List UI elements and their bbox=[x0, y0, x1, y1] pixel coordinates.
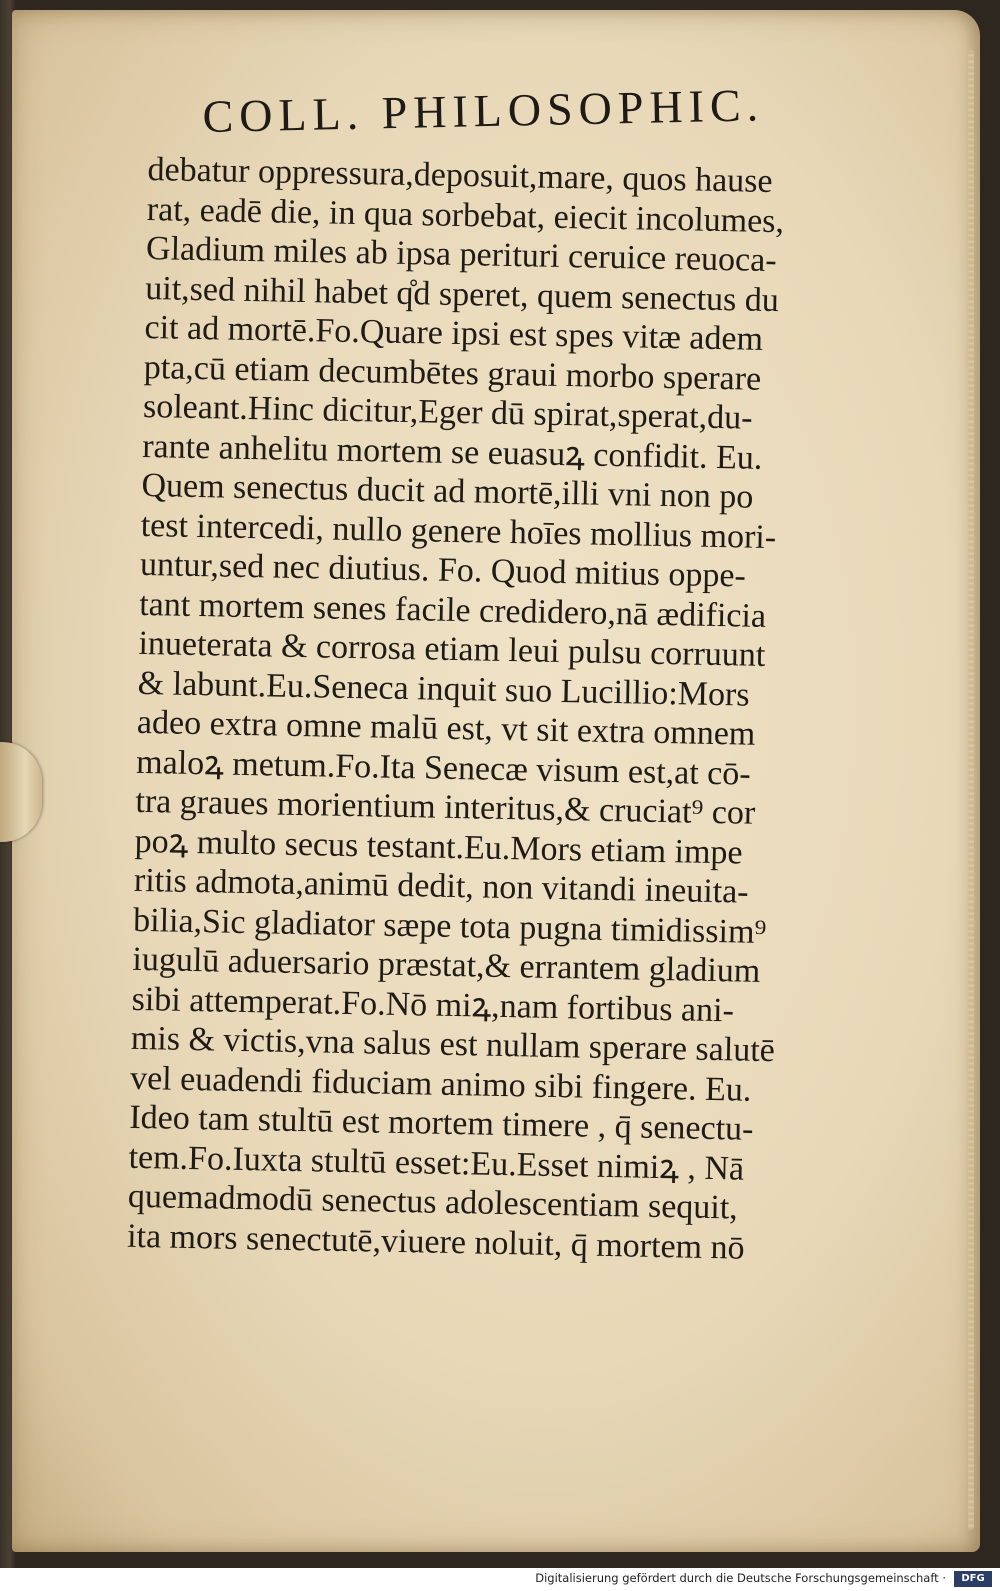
text-line: Quem senectus ducit ad mortē,illi vni non po bbox=[141, 466, 754, 516]
text-line: tra graues morientium interitus,& cruciat⁹ cor bbox=[135, 782, 756, 832]
footer-bar bbox=[0, 1568, 1000, 1591]
text-line: & labunt.Eu.Seneca inquit suo Lucillio:Mors bbox=[137, 664, 750, 714]
text-line: Ideo tam stultū est mortem timere , q̄ senectu- bbox=[129, 1098, 754, 1148]
text-line: cit ad mortē.Fo.Quare ipsi est spes vitæ adem bbox=[144, 308, 764, 358]
text-line: ritis admota,animū dedit, non vitandi ineuita- bbox=[133, 861, 749, 911]
text-line: debatur oppressura,deposuit,mare, quos hause bbox=[147, 150, 773, 200]
text-line: poꝝ multo secus testant.Eu.Mors etiam impe bbox=[134, 822, 743, 872]
footer-credit: Digitalisierung gefördert durch die Deutsche Forschungsgemeinschaft · bbox=[535, 1571, 946, 1585]
text-block bbox=[127, 150, 938, 1271]
dfg-logo: DFG bbox=[954, 1571, 992, 1587]
text-line: pta,cū etiam decumbētes graui morbo sperare bbox=[143, 348, 762, 398]
text-line: bilia,Sic gladiator sæpe tota pugna timidissim⁹ bbox=[132, 901, 767, 951]
text-line: sibi attemperat.Fo.Nō miꝝ,nam fortibus ani- bbox=[131, 980, 735, 1029]
page-edge bbox=[968, 50, 974, 1530]
page bbox=[12, 10, 980, 1552]
text-line: inueterata & corrosa etiam leui pulsu corruunt bbox=[138, 624, 766, 674]
text-line: tem.Fo.Iuxta stultū esset:Eu.Esset nimiꝝ , Nā bbox=[128, 1138, 745, 1188]
text-line: Gladium miles ab ipsa perituri ceruice reuoca- bbox=[145, 229, 777, 280]
text-line: vel euadendi fiduciam animo sibi fingere. Eu. bbox=[129, 1059, 752, 1109]
text-line: uit,sed nihil habet q̊d speret, quem senectus du bbox=[144, 269, 780, 319]
text-line: untur,sed nec diutius. Fo. Quod mitius oppe- bbox=[139, 545, 747, 595]
text-line: maloꝝ metum.Fo.Ita Senecæ visum est,at cō- bbox=[135, 743, 752, 793]
text-line: ita mors senectutē,viuere noluit, q̄ mortem nō bbox=[126, 1217, 745, 1267]
text-line: quemadmodū senectus adolescentiam sequit, bbox=[127, 1177, 739, 1227]
text-line: soleant.Hinc dicitur,Eger dū spirat,sperat,du- bbox=[142, 387, 753, 437]
text-line: test intercedi, nullo genere hoīes mollius mori- bbox=[140, 506, 777, 556]
text-line: mis & victis,vna salus est nullam sperare salutē bbox=[130, 1019, 776, 1070]
running-header: COLL. PHILOSOPHIC. bbox=[202, 79, 765, 142]
text-line: adeo extra omne malū est, vt sit extra omnem bbox=[136, 703, 756, 753]
text-line: tant mortem senes facile credidero,nā ædificia bbox=[138, 585, 767, 635]
text-line: rat, eadē die, in qua sorbebat, eiecit incolumes, bbox=[146, 190, 785, 240]
text-line: rante anhelitu mortem se euasuꝝ confidit. Eu. bbox=[141, 427, 763, 477]
text-line: iugulū aduersario præstat,& errantem gladium bbox=[132, 940, 761, 990]
